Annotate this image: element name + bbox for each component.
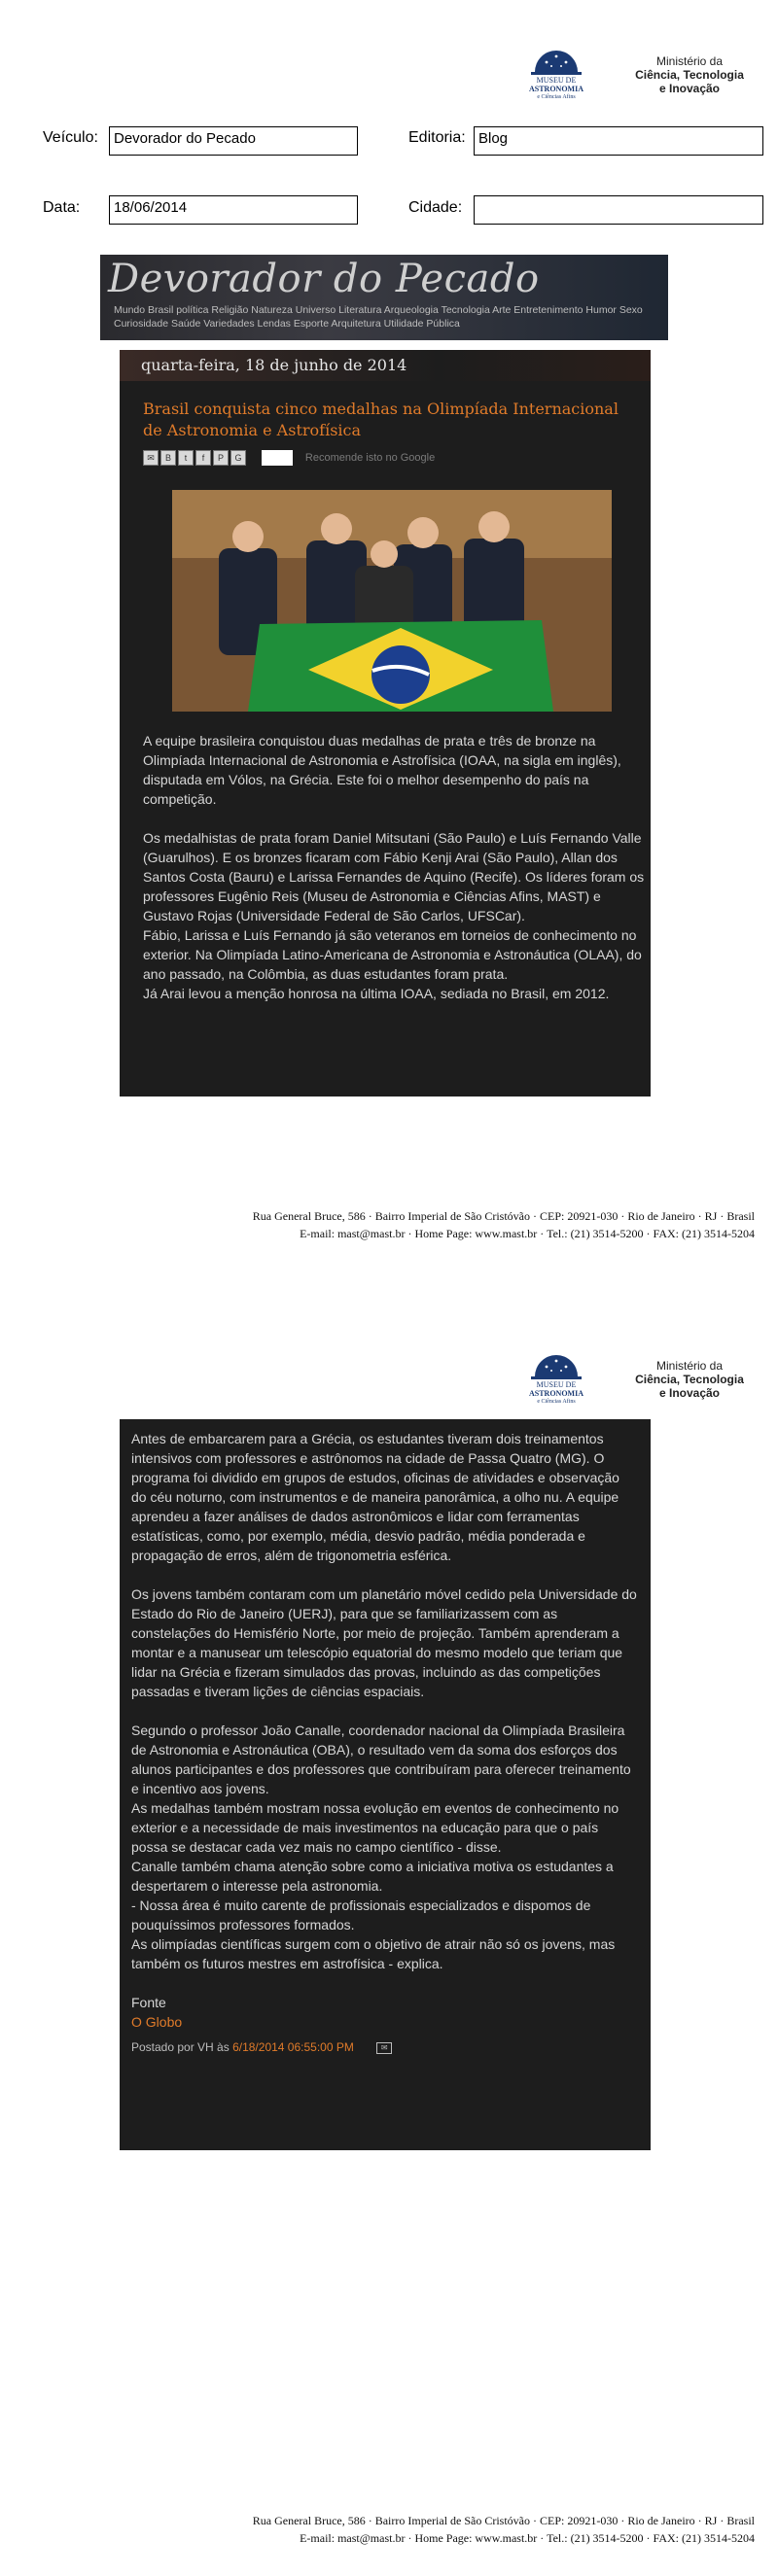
data-label: Data: [43,199,81,216]
post-meta [131,2037,637,2057]
share-buttons [143,449,435,469]
paragraph-4: Já Arai levou a menção honrosa na última IOAA, sediada no Brasil, em 2012. [143,986,610,1001]
ministry-name [617,54,762,95]
cidade-label: Cidade: [408,199,463,216]
source-label: Fonte [131,1995,166,2010]
source-link[interactable]: O Globo [131,2014,183,2030]
logo-line-3: e Ciências Afins [537,1399,576,1405]
logo-line-1: MUSEU DE [536,1380,577,1389]
veiculo-field[interactable]: Devorador do Pecado [109,126,358,156]
ministry-line-3: e Inovação [658,82,721,95]
google-plus-button[interactable] [262,450,293,466]
blog-categories[interactable]: Mundo Brasil política Religião Natureza Universo Literatura Arqueologia Tecnologia Arte Entretenimento Humor Sexo Curiosidade Saúde Variedades Lendas Esporte Arquitetura Utilidade Pública [114,304,643,330]
address-line: Rua General Bruce, 586 · Bairro Imperial de São Cristóvão · CEP: 20921-030 · Rio de Janeiro · RJ · Brasil [252,2514,755,2527]
paragraph-9: Canalle também chama atenção sobre como a iniciativa motiva os estudantes a despertarem o interesse pela astronomia. [131,1859,614,1894]
post-body-2 [131,1429,637,2057]
twitter-share-icon[interactable]: t [178,450,194,466]
editoria-label: Editoria: [408,129,466,146]
paragraph-3: Fábio, Larissa e Luís Fernando já são veteranos em torneios de conhecimento no exterior. Na Olimpíada Latino-Americana de Astronomia e Astronáutica (OLAA), do ano passado, na Colômbia, as duas estudantes foram prata. [143,927,642,982]
post-body-1 [143,731,649,1003]
mast-logo [521,37,755,107]
post-timestamp-link[interactable]: 6/18/2014 06:55:00 PM [232,2040,354,2054]
blog-share-icon[interactable]: B [160,450,176,466]
address-line: Rua General Bruce, 586 · Bairro Imperial de São Cristóvão · CEP: 20921-030 · Rio de Janeiro · RJ · Brasil [252,1209,755,1223]
ministry-line-2: Ciência, Tecnologia [635,1373,744,1386]
team-photo-image [172,490,612,712]
post-date-header [120,350,651,381]
address-footer-1 [152,1207,755,1242]
blog-banner [100,255,668,340]
post-title[interactable]: Brasil conquista cinco medalhas na Olimpíada Internacional de Astronomia e Astrofísica [143,400,619,439]
paragraph-1: A equipe brasileira conquistou duas medalhas de prata e três de bronze na Olimpíada Internacional de Astronomia e Astrofísica (IOAA, na sigla em inglês), disputada em Vólos, na Grécia. Este foi o melhor desempenho do país na competição. [143,733,621,807]
contact-line: E-mail: mast@mast.br · Home Page: www.mast.br · Tel.: (21) 3514-5200 · FAX: (21) 3514-5204 [300,1227,755,1240]
pinterest-share-icon[interactable]: P [213,450,229,466]
logo-line-1: MUSEU DE [536,76,577,85]
cidade-field[interactable] [474,195,763,225]
posted-by: Postado por VH às [131,2040,230,2054]
blog-title[interactable]: Devorador do Pecado [108,257,540,301]
email-share-icon[interactable]: ✉ [143,450,159,466]
address-footer-2 [152,2512,755,2547]
google-share-icon[interactable]: G [230,450,246,466]
paragraph-7: Segundo o professor João Canalle, coordenador nacional da Olimpíada Brasileira de Astronomia e Astronáutica (OBA), o resultado vem da soma dos esforços dos alunos participantes e dos professores que contribuíram para oferecer treinamento e incentivo aos jovens. [131,1723,631,1796]
editoria-field[interactable]: Blog [474,126,763,156]
email-post-icon[interactable]: ✉ [376,2042,392,2054]
facebook-share-icon[interactable]: f [195,450,211,466]
mast-logo-page-2 [521,1341,755,1411]
ministry-line-2: Ciência, Tecnologia [635,68,744,82]
logo-line-2: ASTRONOMIA [528,1389,584,1398]
ministry-line-1: Ministério da [655,1359,724,1373]
veiculo-label: Veículo: [43,129,98,146]
post-date: quarta-feira, 18 de junho de 2014 [141,356,407,374]
team-photo [172,490,612,712]
paragraph-6: Os jovens também contaram com um planetário móvel cedido pela Universidade do Estado do Rio de Janeiro (UERJ), para que se familiarizassem com as constelações do Hemisfério Norte, por meio de projeção. Também aprenderam a montar e a manusear um telescópio equatorial do mesmo modelo que teriam que lidar na Grécia e fizeram simulados das provas, incluindo as das competições passadas e tiveram lições de ciências espaciais. [131,1586,637,1699]
paragraph-10: - Nossa área é muito carente de profissionais especializados e dispomos de pouquíssimos professores formados. [131,1897,591,1932]
contact-line: E-mail: mast@mast.br · Home Page: www.mast.br · Tel.: (21) 3514-5200 · FAX: (21) 3514-5204 [300,2531,755,2545]
recommend-text: Recomende isto no Google [304,451,436,464]
ministry-line-3: e Inovação [658,1386,721,1400]
ministry-name [617,1359,762,1400]
logo-line-2: ASTRONOMIA [528,85,584,93]
ministry-line-1: Ministério da [655,54,724,68]
logo-line-3: e Ciências Afins [537,94,576,100]
paragraph-11: As olimpíadas científicas surgem com o objetivo de atrair não só os jovens, mas também os futuros mestres em astrofísica - explica. [131,1936,616,1971]
paragraph-2: Os medalhistas de prata foram Daniel Mitsutani (São Paulo) e Luís Fernando Valle (Guarulhos). E os bronzes ficaram com Fábio Kenji Arai (São Paulo), Allan dos Santos Costa (Bauru) e Larissa Fernandes de Aquino (Recife). Os líderes foram os professores Eugênio Reis (Museu de Astronomia e Ciências Afins, MAST) e Gustavo Rojas (Universidade Federal de São Carlos, UFSCar). [143,830,645,923]
post-panel-1 [120,350,651,1097]
paragraph-5: Antes de embarcarem para a Grécia, os estudantes tiveram dois treinamentos intensivos com professores e astrônomos na cidade de Passa Quatro (MG). O programa foi dividido em grupos de estudos, oficinas de atividades e observação do céu noturno, com instrumentos e de maneira panorâmica, a olho nu. A equipe aprendeu a fazer análises de dados astronômicos e lidar com ferramentas estatísticas, como, por exemplo, média, desvio padrão, média ponderada e propagação de erros, além de trigonometria esférica. [131,1431,619,1563]
post-panel-2 [120,1419,651,2150]
paragraph-8: As medalhas também mostram nossa evolução em eventos de conhecimento no exterior e a necessidade de mais investimentos na educação para que o país possa se destacar cada vez mais no campo científico - disse. [131,1800,619,1855]
data-field[interactable]: 18/06/2014 [109,195,358,225]
